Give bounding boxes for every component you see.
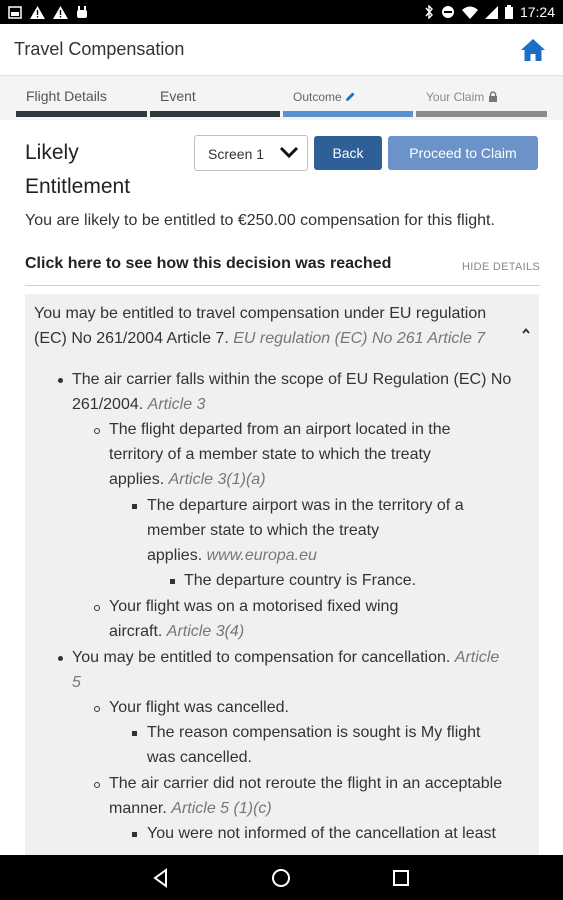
step-label: Event [160,88,196,104]
status-bar [0,0,563,24]
step-bar [416,111,547,117]
battery-icon [505,5,513,19]
details-line [109,771,502,796]
details-line [72,392,205,417]
line-text: territory of a member state to which the treaty [109,446,431,463]
article-reference: Article [454,649,500,666]
article-reference: EU regulation (EC) No 261 Article 7 [233,330,486,347]
app-bar [0,24,563,76]
details-intro-line1: You may be entitled to travel compensation under EU regulation [34,305,487,322]
recents-nav-icon[interactable] [390,867,412,889]
list-bullet [94,782,100,788]
details-line [72,670,81,695]
warning-icon [30,6,45,19]
step-outcome[interactable] [283,76,413,120]
article-reference: www.europa.eu [206,547,317,564]
bluetooth-icon [425,5,434,19]
details-line [72,645,499,670]
details-line [147,493,464,518]
android-debug-icon [76,6,88,19]
page-title-line2: Entitlement [25,175,131,198]
chevron-up-icon[interactable] [521,327,531,335]
line-text: You were not informed of the cancellation at least [147,825,496,842]
lock-icon [488,91,498,102]
page-title-line1: Likely [25,141,79,164]
line-text: The air carrier falls within the scope of EU Regulation (EC) No [72,371,512,388]
list-bullet [132,731,137,736]
step-event[interactable] [150,76,280,120]
list-bullet [94,428,100,434]
step-label [426,90,498,104]
line-text: The departure airport was in the territory of a [147,497,464,514]
line-text: was cancelled. [147,749,252,766]
list-bullet [170,579,175,584]
screen-select-value: Screen 1 [208,146,265,162]
status-left-icons [8,6,88,19]
step-label-text: Outcome [293,90,342,104]
list-bullet [58,656,63,661]
proceed-to-claim-button[interactable]: Proceed to Claim [388,136,538,170]
step-bar [150,111,280,117]
article-reference: Article 3 [147,396,206,413]
step-bar [283,111,413,117]
details-line [109,467,266,492]
list-bullet [58,378,63,383]
line-text: member state to which the treaty [147,522,380,539]
decision-details-link[interactable]: Click here to see how this decision was reached [25,255,392,272]
line-text: aircraft. [109,623,163,640]
entitlement-text: You are likely to be entitled to €250.00 compensation for this flight. [25,212,495,229]
line-text: You may be entitled to compensation for cancellation. [72,649,451,666]
details-line [109,417,451,442]
line-text: The air carrier did not reroute the flight in an acceptable [109,775,503,792]
details-line [184,568,416,593]
step-label-text: Your Claim [426,90,485,104]
details-line [147,543,317,568]
home-icon[interactable] [519,36,547,64]
details-intro [34,301,514,351]
line-text: 261/2004. [72,396,144,413]
step-progress [0,76,563,120]
line-text: applies. [109,471,165,488]
details-line [147,745,252,770]
details-line [109,442,431,467]
app-title: Travel Compensation [14,39,185,59]
decision-details-panel [25,294,539,864]
step-label [293,90,356,104]
step-flight-details[interactable] [16,76,147,120]
pencil-icon [345,91,356,102]
details-line [109,619,244,644]
list-bullet [94,605,100,611]
hide-details-button[interactable]: HIDE DETAILS [462,261,540,273]
details-line [147,518,379,543]
article-reference: Article 3(1)(a) [168,471,266,488]
details-line [109,594,398,619]
warning-icon [53,6,68,19]
screenshot-notification-icon [8,6,22,19]
back-nav-icon[interactable] [150,867,172,889]
details-intro-line2-wrap [34,326,514,351]
chevron-down-icon [279,145,299,161]
details-line [109,695,289,720]
article-reference: Article 3(4) [166,623,245,640]
dnd-icon [441,5,455,19]
status-right-icons [425,4,555,20]
details-line [109,796,272,821]
line-text: The departure country is France. [184,572,417,589]
divider [25,285,540,286]
line-text: manner. [109,800,167,817]
page-title [25,136,185,204]
details-intro-line2: (EC) No 261/2004 Article 7. [34,330,229,347]
home-nav-icon[interactable] [270,867,292,889]
status-time: 17:24 [519,4,555,20]
step-label: Flight Details [26,88,107,104]
line-text: Your flight was cancelled. [109,699,289,716]
line-text: Your flight was on a motorised fixed wing [109,598,399,615]
details-line [72,367,511,392]
wifi-icon [462,6,478,19]
list-bullet [94,706,100,712]
article-reference: 5 [72,674,81,691]
step-bar [16,111,147,117]
details-line [147,821,496,846]
list-bullet [132,504,137,509]
back-button[interactable]: Back [314,136,382,170]
list-bullet [132,832,137,837]
cellular-signal-icon [485,6,498,19]
line-text: The reason compensation is sought is My flight [147,724,481,741]
navigation-bar [0,855,563,900]
article-reference: Article 5 (1)(c) [171,800,272,817]
screen-select[interactable] [194,135,308,171]
line-text: applies. [147,547,203,564]
step-your-claim [416,76,547,120]
line-text: The flight departed from an airport located in the [109,421,451,438]
details-line [147,720,481,745]
